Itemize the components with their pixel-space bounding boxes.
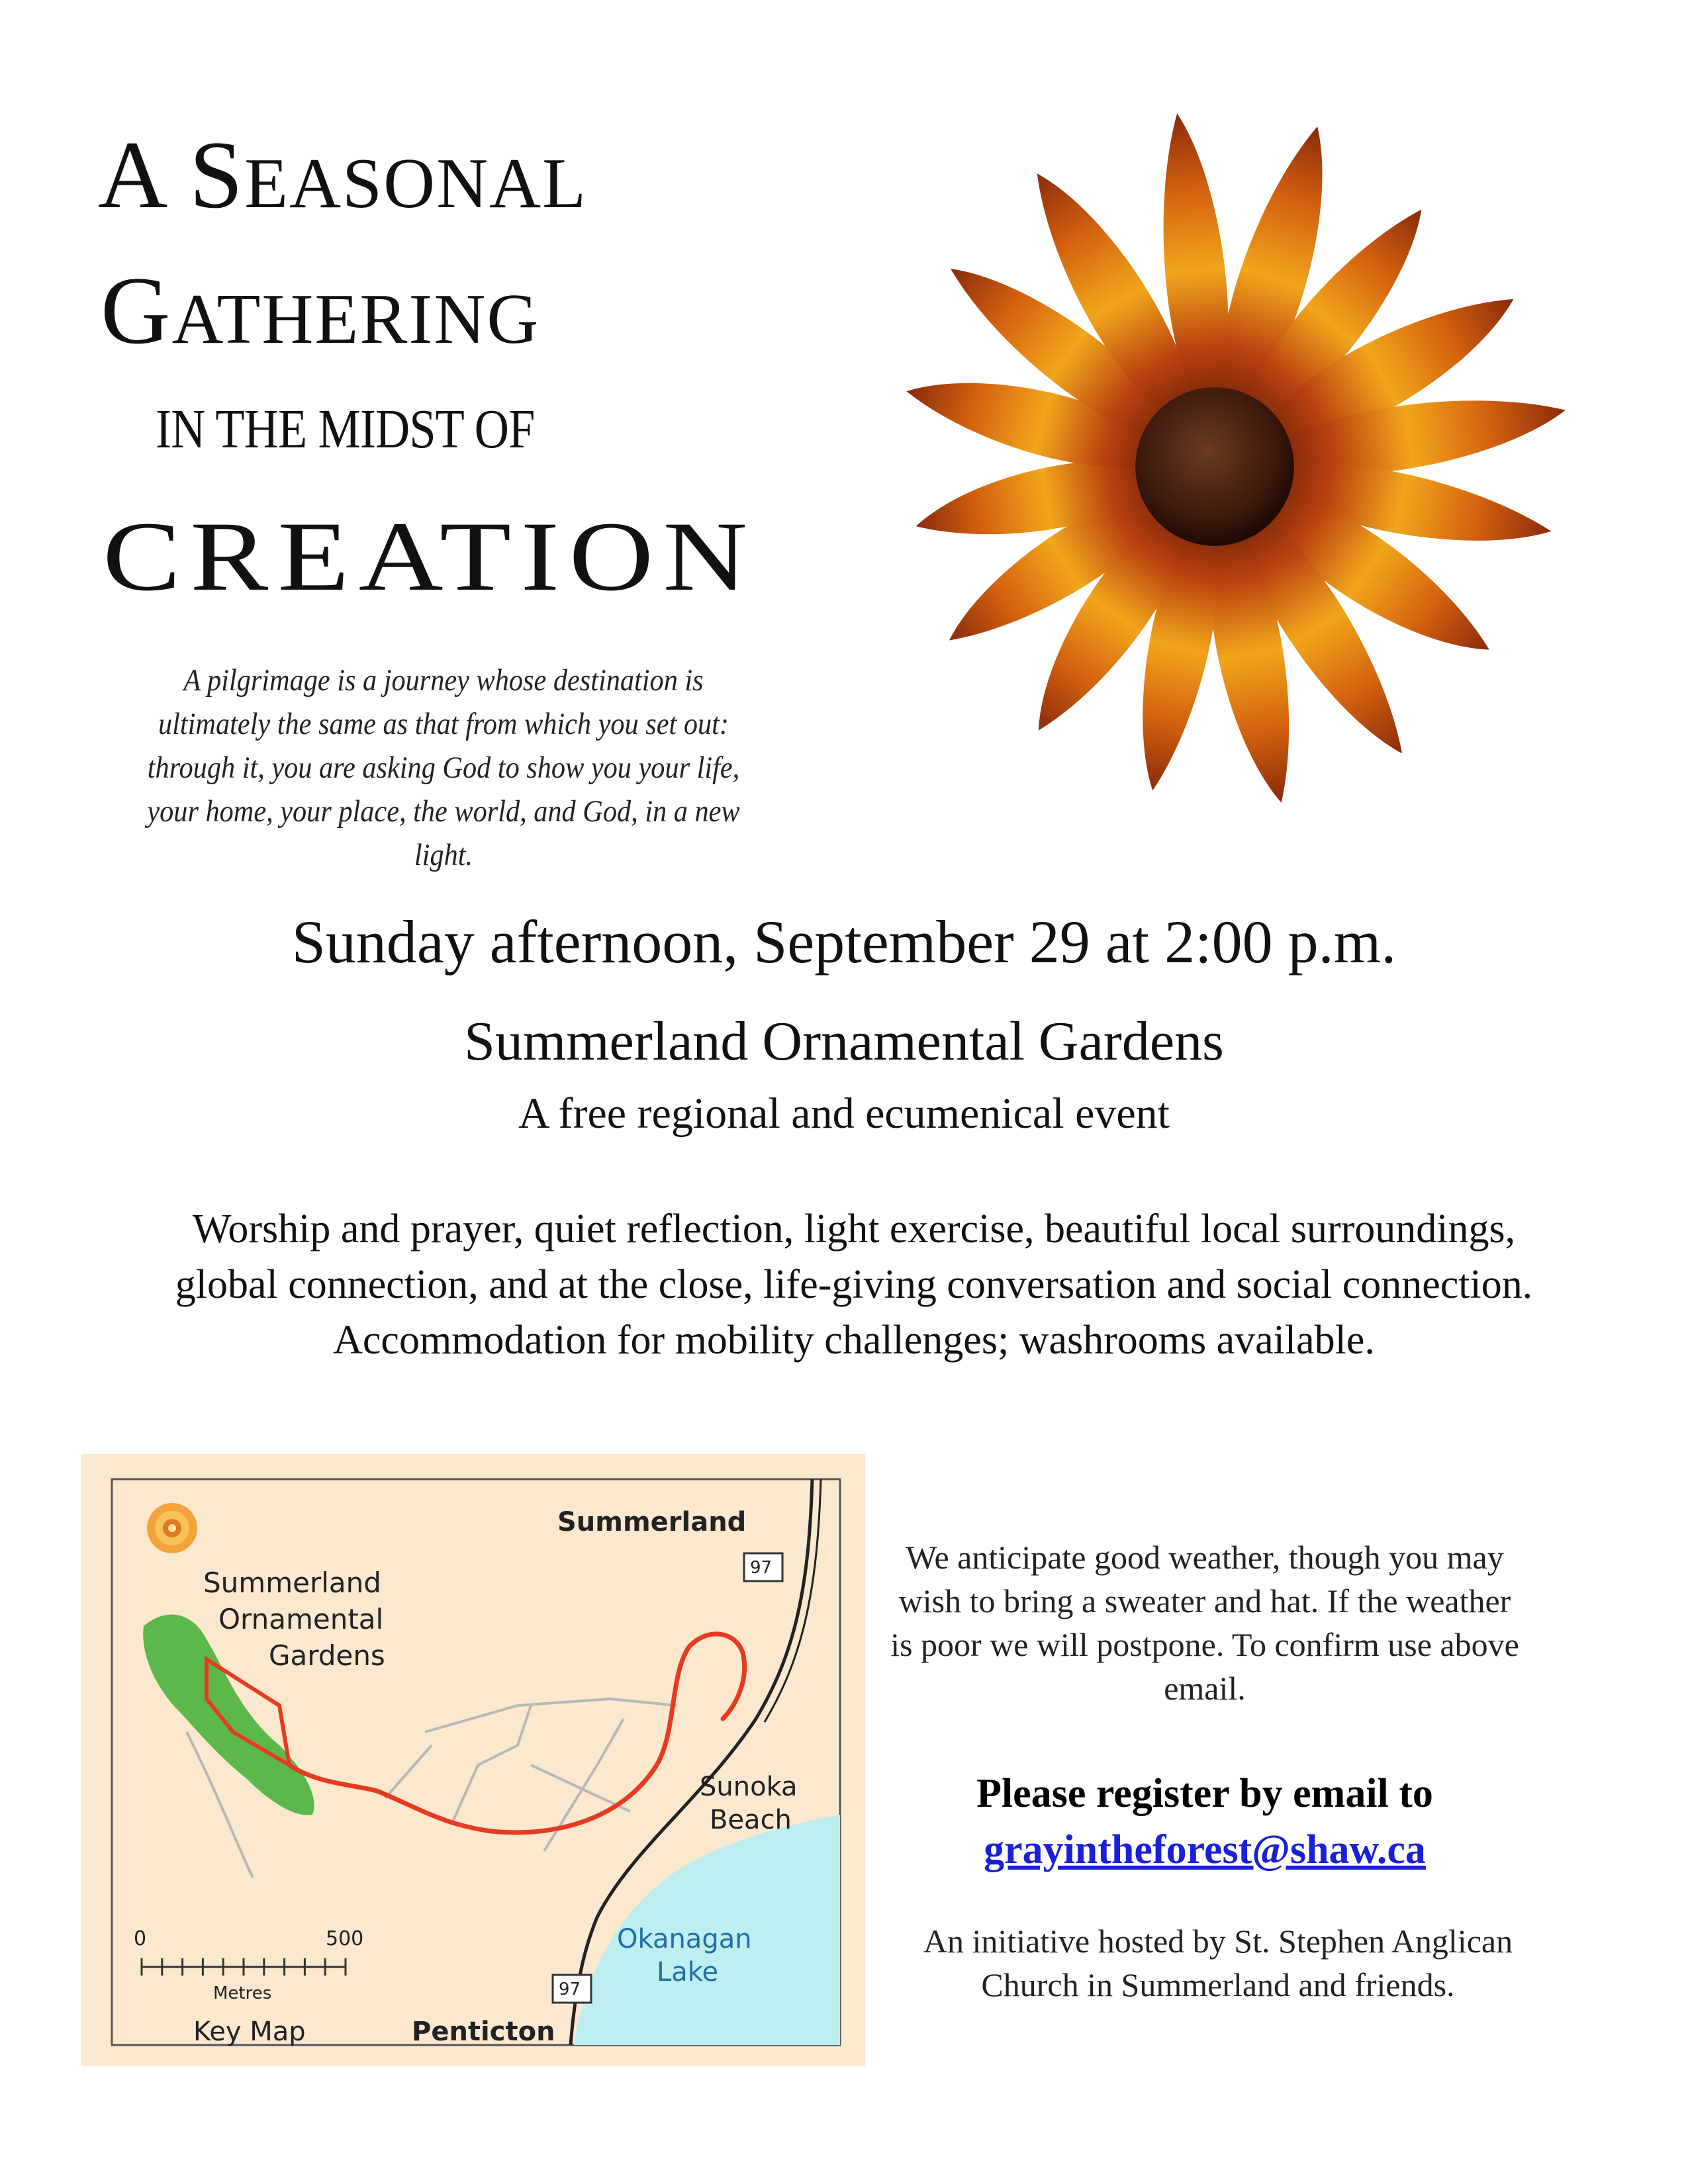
flower-image bbox=[831, 86, 1599, 847]
title-word-easonal: EASONAL bbox=[244, 144, 588, 223]
title-word-athering: ATHERING bbox=[171, 280, 540, 359]
title-initial-s: S bbox=[189, 121, 245, 228]
map-label-summerland: Summerland bbox=[557, 1507, 747, 1537]
map-label-okanagan: Okanagan bbox=[617, 1924, 752, 1954]
event-description: Worship and prayer, quiet reflection, light exercise, beautiful local surroundings, global connection, and at the close, life-giving conversation and social connection. Accommodation for mobility challenges; washrooms available. bbox=[175, 1206, 1533, 1363]
initiative-note: An initiative hosted by St. Stephen Anglican Church in Summerland and friends. bbox=[923, 1923, 1513, 2003]
title-line-1 bbox=[98, 119, 587, 230]
weather-note: We anticipate good weather, though you may wish to bring a sweater and hat. If the weather is poor we will postpone. To confirm use above email. bbox=[890, 1539, 1519, 1707]
map-label-lake: Lake bbox=[657, 1957, 719, 1987]
map-graphic bbox=[81, 1454, 865, 2066]
map-highway-label-top: 97 bbox=[750, 1558, 773, 1578]
map-label-beach: Beach bbox=[710, 1805, 792, 1835]
scale-unit-label: Metres bbox=[213, 1983, 272, 2003]
event-tagline: A free regional and ecumenical event bbox=[518, 1089, 1170, 1138]
title-line-4: CREATION bbox=[103, 502, 757, 612]
title-line-3: IN THE MIDST OF bbox=[156, 398, 535, 460]
flower-center bbox=[1135, 387, 1294, 546]
location-map bbox=[81, 1454, 865, 2066]
map-label-gardens-2: Ornamental bbox=[218, 1603, 384, 1635]
pilgrimage-quote: A pilgrimage is a journey whose destination is ultimately the same as that from which you set out: through it, you are asking God to show you your life, your home, your place, the world, and God, in a new light. bbox=[147, 663, 740, 872]
map-key-label: Key Map bbox=[193, 2017, 306, 2047]
map-label-sunoka: Sunoka bbox=[700, 1772, 798, 1802]
event-venue: Summerland Ornamental Gardens bbox=[464, 1011, 1224, 1072]
map-label-gardens-3: Gardens bbox=[269, 1639, 385, 1672]
map-label-gardens-1: Summerland bbox=[203, 1567, 381, 1599]
scale-label-zero: 0 bbox=[134, 1927, 147, 1950]
title-word-a: A bbox=[98, 121, 164, 228]
title-line-2 bbox=[101, 255, 539, 366]
scale-label-max: 500 bbox=[326, 1927, 364, 1950]
register-label: Please register by email to bbox=[976, 1771, 1433, 1816]
title-initial-g: G bbox=[101, 257, 172, 364]
sun-logo-icon bbox=[147, 1503, 197, 1553]
register-email-link[interactable]: grayintheforest@shaw.ca bbox=[984, 1827, 1426, 1872]
event-date: Sunday afternoon, September 29 at 2:00 p.m. bbox=[291, 908, 1397, 976]
map-highway-label-bottom: 97 bbox=[559, 1979, 581, 1999]
map-label-penticton: Penticton bbox=[412, 2017, 555, 2047]
